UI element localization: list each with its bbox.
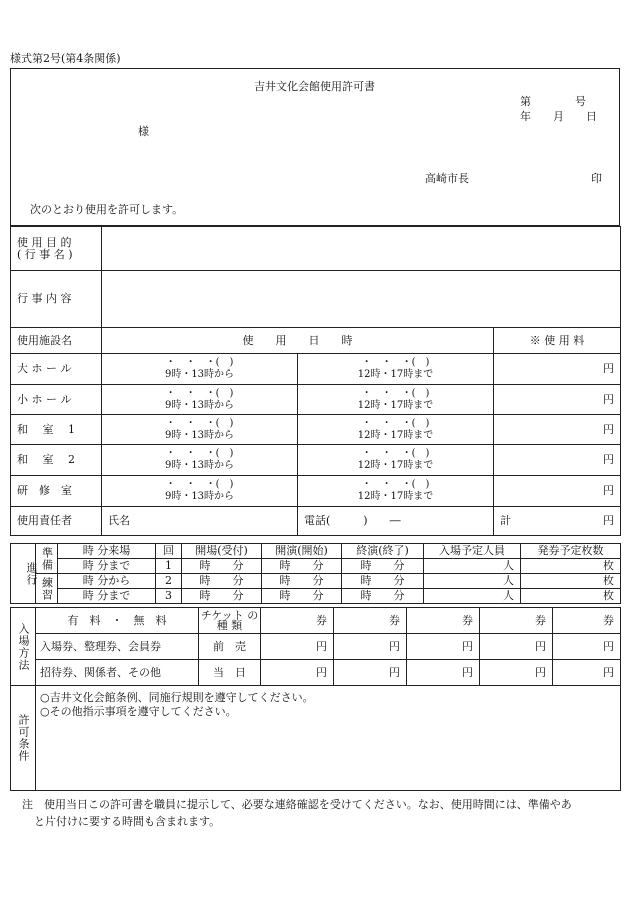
end-date[interactable]: ・ ・ ・( ) (361, 357, 430, 368)
end-date[interactable]: ・ ・ ・( ) (361, 387, 430, 399)
ticket-cell[interactable]: 券 (407, 608, 480, 634)
start-time[interactable]: 9時・13時から (164, 429, 235, 441)
facility-row (11, 476, 621, 507)
purpose-field[interactable] (102, 227, 621, 271)
advance-price[interactable]: 円 (334, 634, 407, 660)
facility-name: 大 ホ ー ル (11, 354, 102, 385)
form-number: 様式第2号(第4条関係) (10, 52, 121, 65)
number-line: 第 号 (520, 95, 586, 108)
advance-price[interactable]: 円 (553, 634, 621, 660)
open-header: 開場(受付) (182, 544, 262, 559)
date-line: 年 月 日 (520, 110, 597, 123)
facility-row (11, 385, 621, 415)
open-cell[interactable]: 時 分 (182, 559, 262, 574)
round-cell: 2 (156, 574, 182, 589)
datetime-header: 使 用 日 時 (102, 328, 494, 354)
tickets-cell[interactable]: 枚 (521, 589, 621, 604)
end-header: 終演(終了) (342, 544, 424, 559)
prep-label: 準備 (36, 544, 58, 574)
end-date[interactable]: ・ ・ ・( ) (361, 417, 430, 429)
sameday-price[interactable]: 円 (261, 660, 334, 686)
start-time[interactable]: 9時・13時から (164, 369, 235, 380)
ticket-cell[interactable]: 券 (480, 608, 553, 634)
facility-name: 和 室 2 (11, 445, 102, 476)
sameday-label: 当 日 (199, 660, 261, 686)
permit-text: 次のとおり使用を許可します。 (30, 203, 184, 216)
attendance-cell[interactable]: 人 (424, 559, 521, 574)
facility-name: 研 修 室 (11, 476, 102, 507)
start-time[interactable]: 9時・13時から (164, 399, 235, 411)
end-time[interactable]: 12時・17時まで (357, 460, 434, 471)
phone-field[interactable]: 電話( ) ― (298, 507, 494, 536)
start-date[interactable]: ・ ・ ・( ) (165, 387, 234, 399)
open-cell[interactable]: 時 分 (182, 589, 262, 604)
facility-row (11, 445, 621, 476)
sameday-price[interactable]: 円 (480, 660, 553, 686)
end-date[interactable]: ・ ・ ・( ) (361, 448, 430, 459)
content-field[interactable] (102, 271, 621, 328)
end-time[interactable]: 12時・17時まで (357, 429, 434, 441)
total-cell[interactable] (494, 507, 621, 536)
fee-cell[interactable]: 円 (494, 415, 621, 445)
condition-2: ○その他指示事項を遵守してください。 (40, 705, 237, 718)
entry-table (10, 607, 621, 686)
facility-name: 小 ホ ー ル (11, 385, 102, 415)
progress-table (10, 543, 621, 604)
start-date[interactable]: ・ ・ ・( ) (165, 479, 234, 490)
ticket-cell[interactable]: 券 (553, 608, 621, 634)
time-cell[interactable]: 時 分まで (58, 589, 156, 604)
issuer: 高崎市長 (425, 172, 469, 185)
end-time[interactable]: 12時・17時まで (357, 369, 434, 380)
total-unit: 円 (603, 514, 615, 527)
ticket-cell[interactable]: 券 (261, 608, 334, 634)
facility-name: 和 室 1 (11, 415, 102, 445)
start-date[interactable]: ・ ・ ・( ) (165, 448, 234, 459)
start-time[interactable]: 9時・13時から (164, 491, 235, 502)
rehearsal-label: 練習 (36, 574, 58, 604)
fee-cell[interactable]: 円 (494, 354, 621, 385)
facility-row (11, 415, 621, 445)
round-header: 回 (156, 544, 182, 559)
progress-row (11, 574, 621, 589)
start-time[interactable]: 9時・13時から (164, 460, 235, 471)
ticket-kind-label: チケット の 種 類 (199, 608, 261, 634)
content-label: 行 事 内 容 (11, 271, 102, 328)
total-label: 計 (500, 514, 511, 527)
advance-price[interactable]: 円 (407, 634, 480, 660)
end-cell[interactable]: 時 分 (342, 589, 424, 604)
advance-price[interactable]: 円 (261, 634, 334, 660)
facility-row (11, 354, 621, 385)
tickets-cell[interactable]: 枚 (521, 559, 621, 574)
note-line-1: 注 使用当日この許可書を職員に提示して、必要な連絡確認を受けてください。なお、使用時間には、準備やあ (22, 798, 572, 811)
conditions-table (10, 685, 621, 791)
round-cell: 1 (156, 559, 182, 574)
purpose-label: 使 用 目 的 ( 行 事 名 ) (11, 227, 102, 271)
conditions-text (36, 686, 621, 791)
end-time[interactable]: 12時・17時まで (357, 491, 434, 502)
arrival-header: 時 分来場 (58, 544, 156, 559)
start-date[interactable]: ・ ・ ・( ) (165, 417, 234, 429)
ticket-type-2: 招待券、関係者、その他 (36, 660, 199, 686)
fee-cell[interactable]: 円 (494, 476, 621, 507)
end-date[interactable]: ・ ・ ・( ) (361, 479, 430, 490)
attendance-cell[interactable]: 人 (424, 574, 521, 589)
fee-cell[interactable]: 円 (494, 385, 621, 415)
attendance-header: 入場予定人員 (424, 544, 521, 559)
seal-mark: 印 (591, 172, 602, 185)
responsible-label: 使用責任者 (11, 507, 102, 536)
tickets-cell[interactable]: 枚 (521, 574, 621, 589)
attendance-cell[interactable]: 人 (424, 589, 521, 604)
end-cell[interactable]: 時 分 (342, 559, 424, 574)
end-time[interactable]: 12時・17時まで (357, 399, 434, 411)
open-cell[interactable]: 時 分 (182, 574, 262, 589)
sameday-price[interactable]: 円 (334, 660, 407, 686)
time-cell[interactable]: 時 分から (58, 574, 156, 589)
start-cell[interactable]: 時 分 (262, 589, 342, 604)
fee-header: ※ 使 用 料 (494, 328, 621, 354)
start-header: 開演(開始) (262, 544, 342, 559)
sameday-price[interactable]: 円 (553, 660, 621, 686)
tickets-header: 発券予定枚数 (521, 544, 621, 559)
progress-label: 進行 (11, 544, 36, 604)
end-cell[interactable]: 時 分 (342, 574, 424, 589)
ticket-cell[interactable]: 券 (334, 608, 407, 634)
start-date[interactable]: ・ ・ ・( ) (165, 357, 234, 368)
start-cell[interactable]: 時 分 (262, 559, 342, 574)
time-cell[interactable]: 時 分まで (58, 559, 156, 574)
conditions-label: 許可条件 (11, 686, 36, 791)
facility-table (10, 226, 621, 536)
paid-free[interactable]: 有 料 ・ 無 料 (36, 608, 199, 634)
round-cell: 3 (156, 589, 182, 604)
page-title: 吉井文化会館使用許可書 (254, 80, 375, 93)
start-cell[interactable]: 時 分 (262, 574, 342, 589)
ticket-type-1: 入場券、整理券、会員券 (36, 634, 199, 660)
progress-row (11, 589, 621, 604)
progress-row (11, 559, 621, 574)
facility-header: 使用施設名 (11, 328, 102, 354)
name-field[interactable]: 氏名 (102, 507, 298, 536)
condition-1: ○吉井文化会館条例、同施行規則を遵守してください。 (40, 691, 314, 704)
addressee: 様 (138, 125, 149, 138)
sameday-price[interactable]: 円 (407, 660, 480, 686)
fee-cell[interactable]: 円 (494, 445, 621, 476)
advance-price[interactable]: 円 (480, 634, 553, 660)
entry-label: 入場方法 (11, 608, 36, 686)
advance-label: 前 売 (199, 634, 261, 660)
note-line-2: と片付けに要する時間も含まれます。 (34, 815, 221, 828)
